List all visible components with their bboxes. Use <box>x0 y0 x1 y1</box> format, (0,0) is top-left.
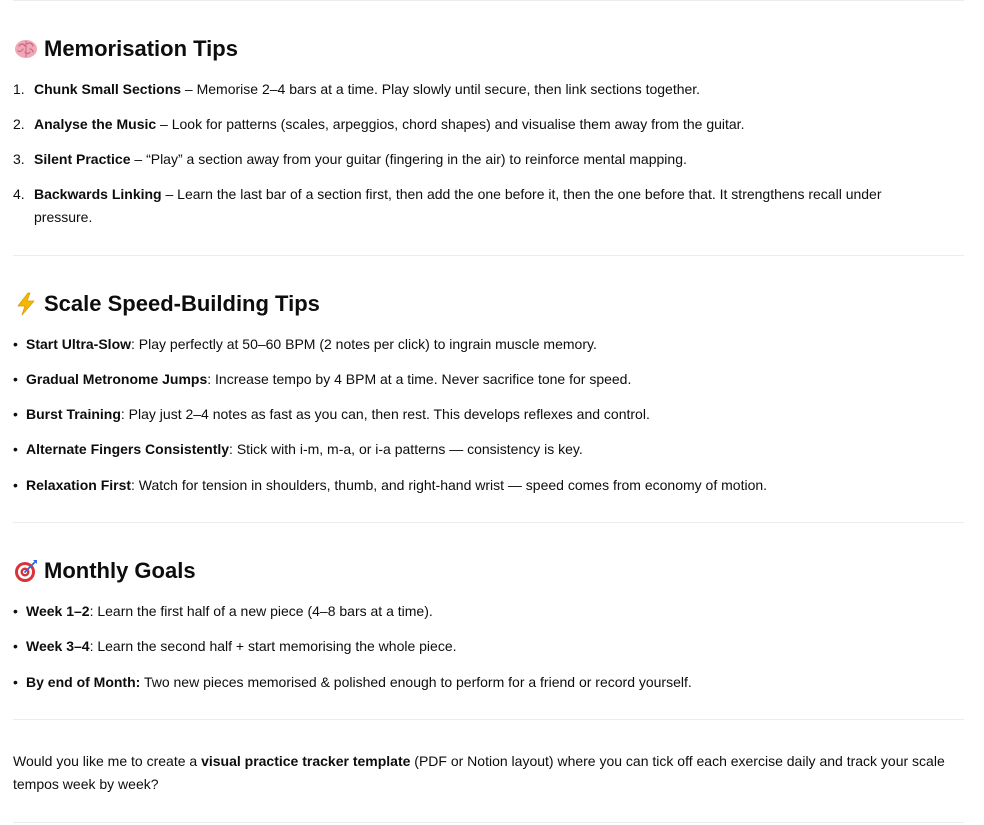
brain-icon <box>13 36 39 62</box>
bullet: • <box>13 603 18 619</box>
item-title: Gradual Metronome Jumps <box>26 371 208 387</box>
item-title: Burst Training <box>26 406 121 422</box>
closing-question <box>13 750 953 796</box>
item-title: Backwards Linking <box>34 186 162 202</box>
bullet: • <box>13 371 18 387</box>
list-item <box>13 148 933 171</box>
divider <box>13 822 964 823</box>
target-icon <box>13 558 39 584</box>
list-item <box>13 403 933 426</box>
bullet: • <box>13 674 18 690</box>
bullet: • <box>13 477 18 493</box>
item-text: – Memorise 2–4 bars at a time. Play slowly until secure, then link sections together. <box>181 81 701 97</box>
list-item <box>13 113 933 136</box>
list-number: 2. <box>13 116 25 132</box>
section-heading-monthly-goals <box>13 557 196 585</box>
list-item <box>13 635 933 658</box>
item-text: – “Play” a section away from your guitar (fingering in the air) to reinforce mental mapping. <box>130 151 687 167</box>
item-title: Start Ultra-Slow <box>26 336 132 352</box>
item-text: : Stick with i-m, m-a, or i-a patterns — consistency is key. <box>229 441 583 457</box>
item-text: – Look for patterns (scales, arpeggios, chord shapes) and visualise them away from the guitar. <box>156 116 745 132</box>
item-text: : Watch for tension in shoulders, thumb, and right-hand wrist — speed comes from economy of motion. <box>131 477 768 493</box>
section-title: Scale Speed-Building Tips <box>44 291 320 316</box>
lightning-icon <box>13 291 39 317</box>
list-item <box>13 474 933 497</box>
item-title: Alternate Fingers Consistently <box>26 441 230 457</box>
list-number: 3. <box>13 151 25 167</box>
closing-text-after: (PDF or Notion layout) where you can tick off each exercise daily and track your scale tempos week by week? <box>13 753 945 792</box>
section-heading-scale-speed <box>13 290 320 318</box>
item-title: Relaxation First <box>26 477 132 493</box>
list-number: 4. <box>13 186 25 202</box>
list-item <box>13 438 933 461</box>
section-heading-memorisation <box>13 35 238 63</box>
section-title: Memorisation Tips <box>44 36 238 61</box>
list-item <box>13 600 933 623</box>
bullet: • <box>13 406 18 422</box>
item-text: : Play just 2–4 notes as fast as you can, then rest. This develops reflexes and control. <box>120 406 650 422</box>
item-text: : Increase tempo by 4 BPM at a time. Never sacrifice tone for speed. <box>207 371 632 387</box>
divider <box>13 719 964 720</box>
item-title: Silent Practice <box>34 151 131 167</box>
item-title: Week 3–4 <box>26 638 90 654</box>
item-text: : Play perfectly at 50–60 BPM (2 notes per click) to ingrain muscle memory. <box>131 336 597 352</box>
divider <box>13 0 964 1</box>
closing-highlight: visual practice tracker template <box>201 753 411 769</box>
list-item <box>13 671 933 694</box>
list-item <box>13 78 933 101</box>
item-title: Chunk Small Sections <box>34 81 182 97</box>
item-text: – Learn the last bar of a section first, then add the one before it, then the one before that. It strengthens recall under pressure. <box>34 186 882 225</box>
bullet: • <box>13 336 18 352</box>
list-item <box>13 368 933 391</box>
bullet: • <box>13 441 18 457</box>
section-title: Monthly Goals <box>44 558 196 583</box>
bullet: • <box>13 638 18 654</box>
item-title: Week 1–2 <box>26 603 90 619</box>
item-text: : Learn the first half of a new piece (4–8 bars at a time). <box>89 603 433 619</box>
divider <box>13 255 964 256</box>
item-text: : Learn the second half + start memorising the whole piece. <box>89 638 457 654</box>
item-text: Two new pieces memorised & polished enough to perform for a friend or record yourself. <box>140 674 692 690</box>
item-title: By end of Month: <box>26 674 141 690</box>
item-title: Analyse the Music <box>34 116 157 132</box>
list-number: 1. <box>13 81 25 97</box>
closing-text-before: Would you like me to create a <box>13 753 202 769</box>
divider <box>13 522 964 523</box>
list-item <box>13 183 933 229</box>
list-item <box>13 333 933 356</box>
